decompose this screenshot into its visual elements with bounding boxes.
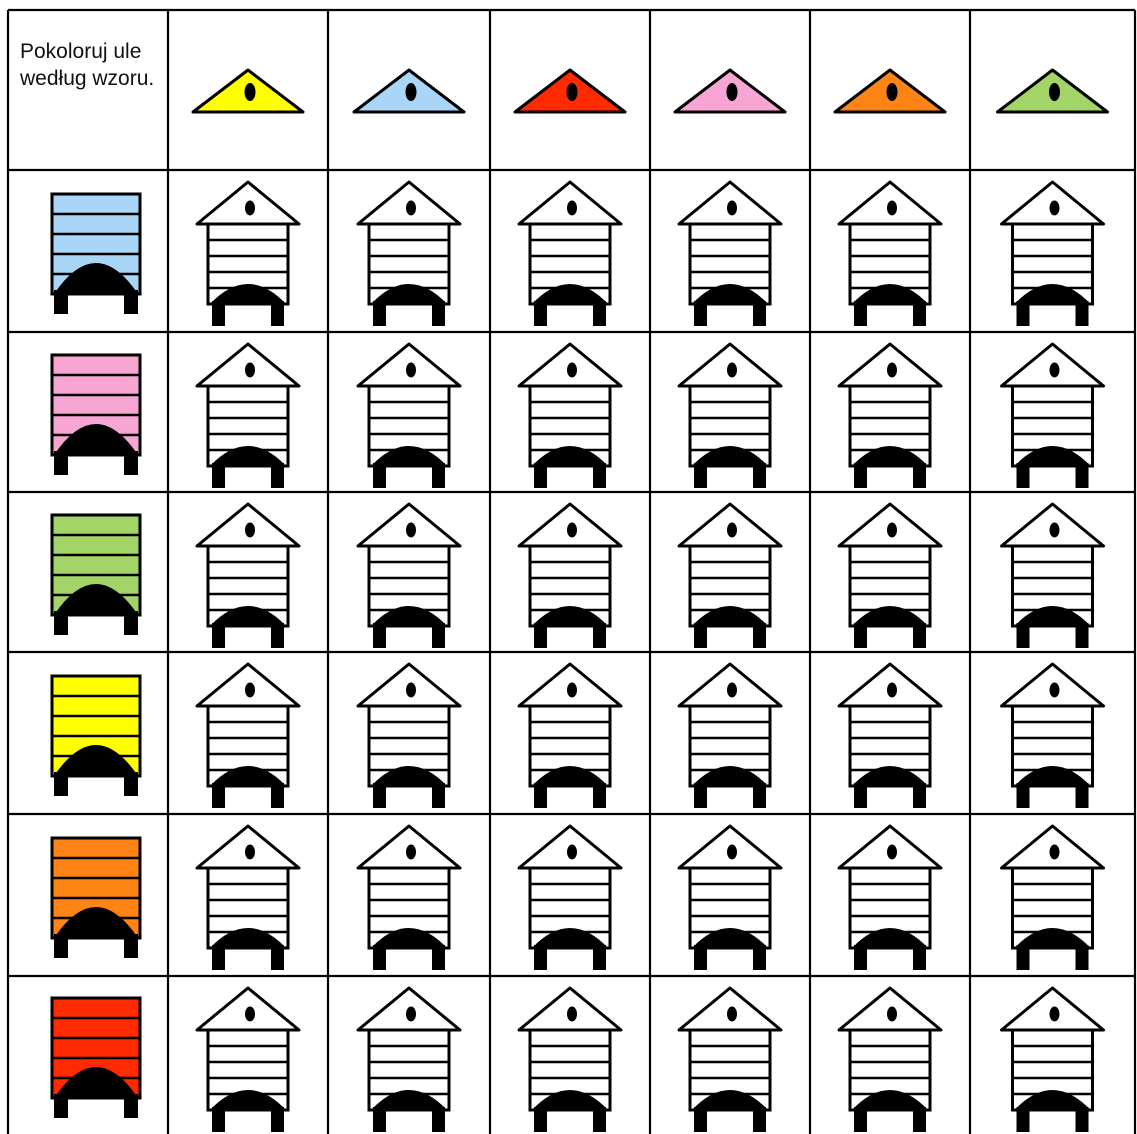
- blank-beehive-icon: [839, 988, 941, 1132]
- blank-beehive-icon: [1002, 344, 1104, 488]
- blank-beehive-icon: [1002, 826, 1104, 970]
- blank-beehive-icon: [839, 504, 941, 648]
- blank-beehive-icon: [358, 826, 460, 970]
- blank-beehive-icon: [679, 664, 781, 808]
- blue-roof-triangle-icon: [354, 70, 464, 112]
- blank-beehive-icon: [358, 664, 460, 808]
- blank-beehive-icon: [197, 664, 299, 808]
- blank-beehive-icon: [519, 182, 621, 326]
- orange-colored-beehive-icon: [52, 838, 140, 958]
- blank-beehive-icon: [679, 344, 781, 488]
- green-colored-beehive-icon: [52, 515, 140, 635]
- blank-beehive-icon: [197, 504, 299, 648]
- blank-beehive-icon: [519, 504, 621, 648]
- blank-beehive-icon: [358, 344, 460, 488]
- blank-beehive-icon: [519, 664, 621, 808]
- blank-beehive-icon: [679, 182, 781, 326]
- blue-colored-beehive-icon: [52, 194, 140, 314]
- red-colored-beehive-icon: [52, 998, 140, 1118]
- pink-roof-triangle-icon: [675, 70, 785, 112]
- blank-beehive-icon: [519, 344, 621, 488]
- blank-beehive-icon: [358, 182, 460, 326]
- blank-beehive-icon: [197, 988, 299, 1132]
- blank-beehive-icon: [839, 664, 941, 808]
- yellow-colored-beehive-icon: [52, 676, 140, 796]
- blank-beehive-icon: [679, 826, 781, 970]
- blank-beehive-icon: [519, 988, 621, 1132]
- blank-beehive-icon: [1002, 182, 1104, 326]
- blank-beehive-icon: [1002, 664, 1104, 808]
- green-roof-triangle-icon: [998, 70, 1108, 112]
- blank-beehive-icon: [358, 504, 460, 648]
- yellow-roof-triangle-icon: [193, 70, 303, 112]
- blank-beehive-icon: [679, 504, 781, 648]
- red-roof-triangle-icon: [515, 70, 625, 112]
- blank-beehive-icon: [197, 344, 299, 488]
- blank-beehive-icon: [839, 182, 941, 326]
- blank-beehive-icon: [519, 826, 621, 970]
- blank-beehive-icon: [839, 344, 941, 488]
- blank-beehive-icon: [839, 826, 941, 970]
- blank-beehive-icon: [197, 826, 299, 970]
- orange-roof-triangle-icon: [835, 70, 945, 112]
- blank-beehive-icon: [1002, 988, 1104, 1132]
- blank-beehive-icon: [197, 182, 299, 326]
- pink-colored-beehive-icon: [52, 355, 140, 475]
- blank-beehive-icon: [679, 988, 781, 1132]
- blank-beehive-icon: [1002, 504, 1104, 648]
- blank-beehive-icon: [358, 988, 460, 1132]
- instruction-text: Pokoloruj ule według wzoru.: [20, 40, 155, 90]
